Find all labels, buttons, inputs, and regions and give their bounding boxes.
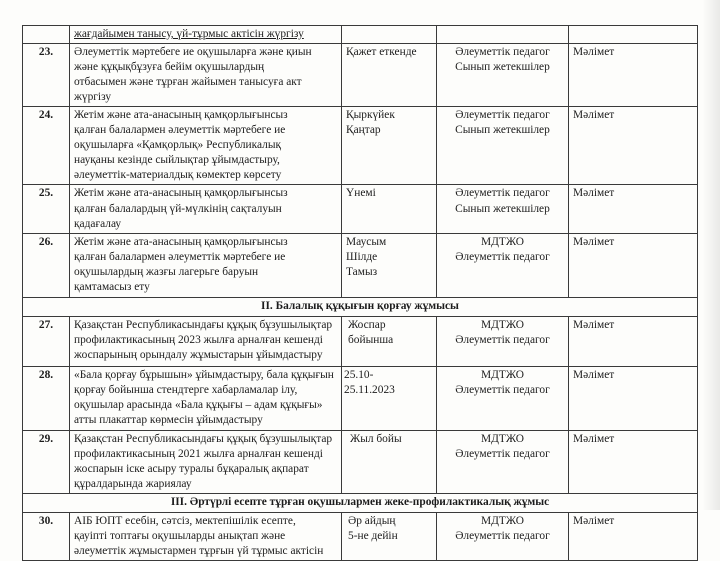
row-number: 26. <box>23 233 70 297</box>
when-cell <box>342 366 437 430</box>
cell-line: Маусым <box>346 235 387 248</box>
note-cell: Мәлімет <box>569 44 698 107</box>
responsible-cell <box>437 26 569 44</box>
row-number: 30. <box>23 512 70 560</box>
cell-line: жүргізу <box>74 91 112 104</box>
cell-line: қауіпті топтағы оқушыларды анықтап және <box>74 529 286 542</box>
activity-cell <box>70 44 342 107</box>
cell-line: Қаңтар <box>346 124 381 137</box>
section-header-row <box>23 297 698 316</box>
cell-line: Әлеуметтік педагог <box>455 250 550 263</box>
cell-line: қадағалау <box>74 217 122 230</box>
cell-line: және құқықбұзуға бейім оқушылардың <box>74 61 265 74</box>
activity-cell <box>70 366 342 430</box>
responsible-cell <box>437 512 569 560</box>
table-row <box>23 107 698 185</box>
plan-table-body <box>23 26 698 561</box>
when-cell <box>342 26 437 44</box>
cell-line: оқушыларға «Қамқорлық» Республикалық <box>74 139 282 152</box>
responsible-cell <box>437 44 569 107</box>
cell-line: Әлеуметтік мәртебеге ие оқушыларға және қиын <box>74 46 312 59</box>
responsible-cell <box>437 316 569 366</box>
cell-line: Жетім және ата-анасының қамқорлығынсыз <box>74 235 288 248</box>
cell-line: Әлеуметтік педагог <box>455 383 550 396</box>
cell-line: Үнемі <box>346 187 376 200</box>
cell-line: МДТЖО <box>480 432 524 445</box>
responsible-cell <box>437 233 569 297</box>
note-cell: Мәлімет <box>569 185 698 233</box>
responsible-cell <box>437 430 569 493</box>
cell-line: әлеуметтік жұмыстармен тұрғын үй тұрмыс актісін <box>74 544 324 557</box>
cell-line: Жетім және ата-анасының қамқорлығынсыз <box>74 187 288 200</box>
cell-line: МДТЖО <box>480 235 524 248</box>
section-title: III. Әртүрлі есепте тұрған оқушылармен жеке-профилактикалық жұмыс <box>23 493 698 512</box>
cell-line: Қыркүйек <box>346 109 395 122</box>
cell-line: қалған балалармен әлеуметтік мәртебеге ие <box>74 124 286 137</box>
cell-line: 5-не дейін <box>348 529 398 542</box>
table-row <box>23 185 698 233</box>
responsible-cell <box>437 107 569 185</box>
table-row <box>23 512 698 560</box>
cell-line: қорғау бойынша стендтерге хабарламалар ілу, <box>74 383 298 396</box>
row-number: 28. <box>23 366 70 430</box>
cell-line: Әлеуметтік педагог <box>455 187 550 200</box>
cell-line: құралдарында жариялау <box>74 477 192 490</box>
row-number: 29. <box>23 430 70 493</box>
scan-edge-shadow <box>702 0 720 510</box>
section-header-row <box>23 493 698 512</box>
cell-line: Әлеуметтік педагог <box>455 447 550 460</box>
when-cell <box>342 44 437 107</box>
when-cell <box>342 316 437 366</box>
activity-cell <box>70 107 342 185</box>
activity-cell <box>70 512 342 560</box>
cell-line: Тамыз <box>346 265 378 278</box>
cell-line: әлеуметтік-материалдық көмектер көрсету <box>74 169 282 182</box>
cell-line: қамтамасыз ету <box>74 280 150 293</box>
cell-line: МДТЖО <box>480 318 524 331</box>
cell-line: АІБ ЮПТ есебін, сәтсіз, мектепішілік есепте, <box>74 514 296 527</box>
cell-line: Сынып жетекшілер <box>455 202 550 215</box>
activity-text: жағдайымен танысу, үй-тұрмыс актісін жүргізу <box>74 28 304 40</box>
activity-cell <box>70 26 342 44</box>
note-cell: Мәлімет <box>569 316 698 366</box>
table-row <box>23 26 698 44</box>
cell-line: 25.11.2023 <box>344 383 395 396</box>
cell-line: Шілде <box>346 250 378 263</box>
cell-line: «Бала қорғау бұрышын» ұйымдастыру, бала құқығын <box>74 368 334 381</box>
activity-cell <box>70 430 342 493</box>
cell-line: Қажет еткенде <box>346 46 417 59</box>
note-cell: Мәлімет <box>569 512 698 560</box>
table-row <box>23 44 698 107</box>
cell-line: Әлеуметтік педагог <box>455 46 550 59</box>
cell-line: қалған балалармен әлеуметтік мәртебеге ие <box>74 250 286 263</box>
cell-line: оқушылардың жазғы лагерьге баруын <box>74 265 259 278</box>
activity-cell <box>70 316 342 366</box>
row-number: 27. <box>23 316 70 366</box>
table-row <box>23 430 698 493</box>
cell-line: Жоспар <box>348 318 386 331</box>
row-number: 23. <box>23 44 70 107</box>
cell-line: жоспарын іске асыру туралы бұқаралық ақпарат <box>74 462 309 475</box>
cell-line: Қазақстан Республикасындағы құқық бұзушылықтар <box>74 318 333 331</box>
cell-line: Әлеуметтік педагог <box>455 529 550 542</box>
when-cell <box>342 512 437 560</box>
table-row <box>23 233 698 297</box>
cell-line: науқаны кезінде сыйлықтар ұйымдастыру, <box>74 154 280 167</box>
cell-line: отбасымен және тұрған жайымен танысуға акт <box>74 76 302 89</box>
note-cell: Мәлімет <box>569 233 698 297</box>
note-cell: Мәлімет <box>569 430 698 493</box>
cell-line: Қазақстан Республикасындағы құқық бұзушылықтар <box>74 432 333 445</box>
cell-line: жоспарының орындалу жұмыстарын ұйымдастыру <box>74 348 323 361</box>
cell-line: Жыл бойы <box>350 432 402 445</box>
plan-table <box>22 25 698 561</box>
table-row <box>23 316 698 366</box>
cell-line: 25.10- <box>344 368 374 381</box>
cell-line: атты плакаттар көрмесін ұйымдастыру <box>74 413 263 426</box>
cell-line: оқушылар арасында «Бала құқығы – адам құқығы» <box>74 398 323 411</box>
row-number: 25. <box>23 185 70 233</box>
activity-cell <box>70 185 342 233</box>
cell-line: Әлеуметтік педагог <box>455 333 550 346</box>
section-title: II. Балалық құқығын қорғау жұмысы <box>23 297 698 316</box>
cell-line: бойынша <box>348 333 394 346</box>
table-row <box>23 366 698 430</box>
cell-line: Сынып жетекшілер <box>455 61 550 74</box>
when-cell <box>342 430 437 493</box>
when-cell <box>342 185 437 233</box>
row-number: 24. <box>23 107 70 185</box>
row-number <box>23 26 70 44</box>
note-cell: Мәлімет <box>569 366 698 430</box>
cell-line: профилактикасының 2021 жылға арналған кешенді <box>74 447 323 460</box>
activity-cell <box>70 233 342 297</box>
note-cell: Мәлімет <box>569 107 698 185</box>
cell-line: Әр айдың <box>348 514 396 527</box>
cell-line: профилактикасының 2023 жылға арналған кешенді <box>74 333 323 346</box>
note-cell <box>569 26 698 44</box>
cell-line: Жетім және ата-анасының қамқорлығынсыз <box>74 109 288 122</box>
cell-line: МДТЖО <box>480 368 524 381</box>
when-cell <box>342 233 437 297</box>
responsible-cell <box>437 185 569 233</box>
cell-line: Әлеуметтік педагог <box>455 109 550 122</box>
cell-line: МДТЖО <box>480 514 524 527</box>
responsible-cell <box>437 366 569 430</box>
cell-line: Сынып жетекшілер <box>455 124 550 137</box>
cell-line: қалған балалардың үй-мүлкінің сақталуын <box>74 202 282 215</box>
when-cell <box>342 107 437 185</box>
